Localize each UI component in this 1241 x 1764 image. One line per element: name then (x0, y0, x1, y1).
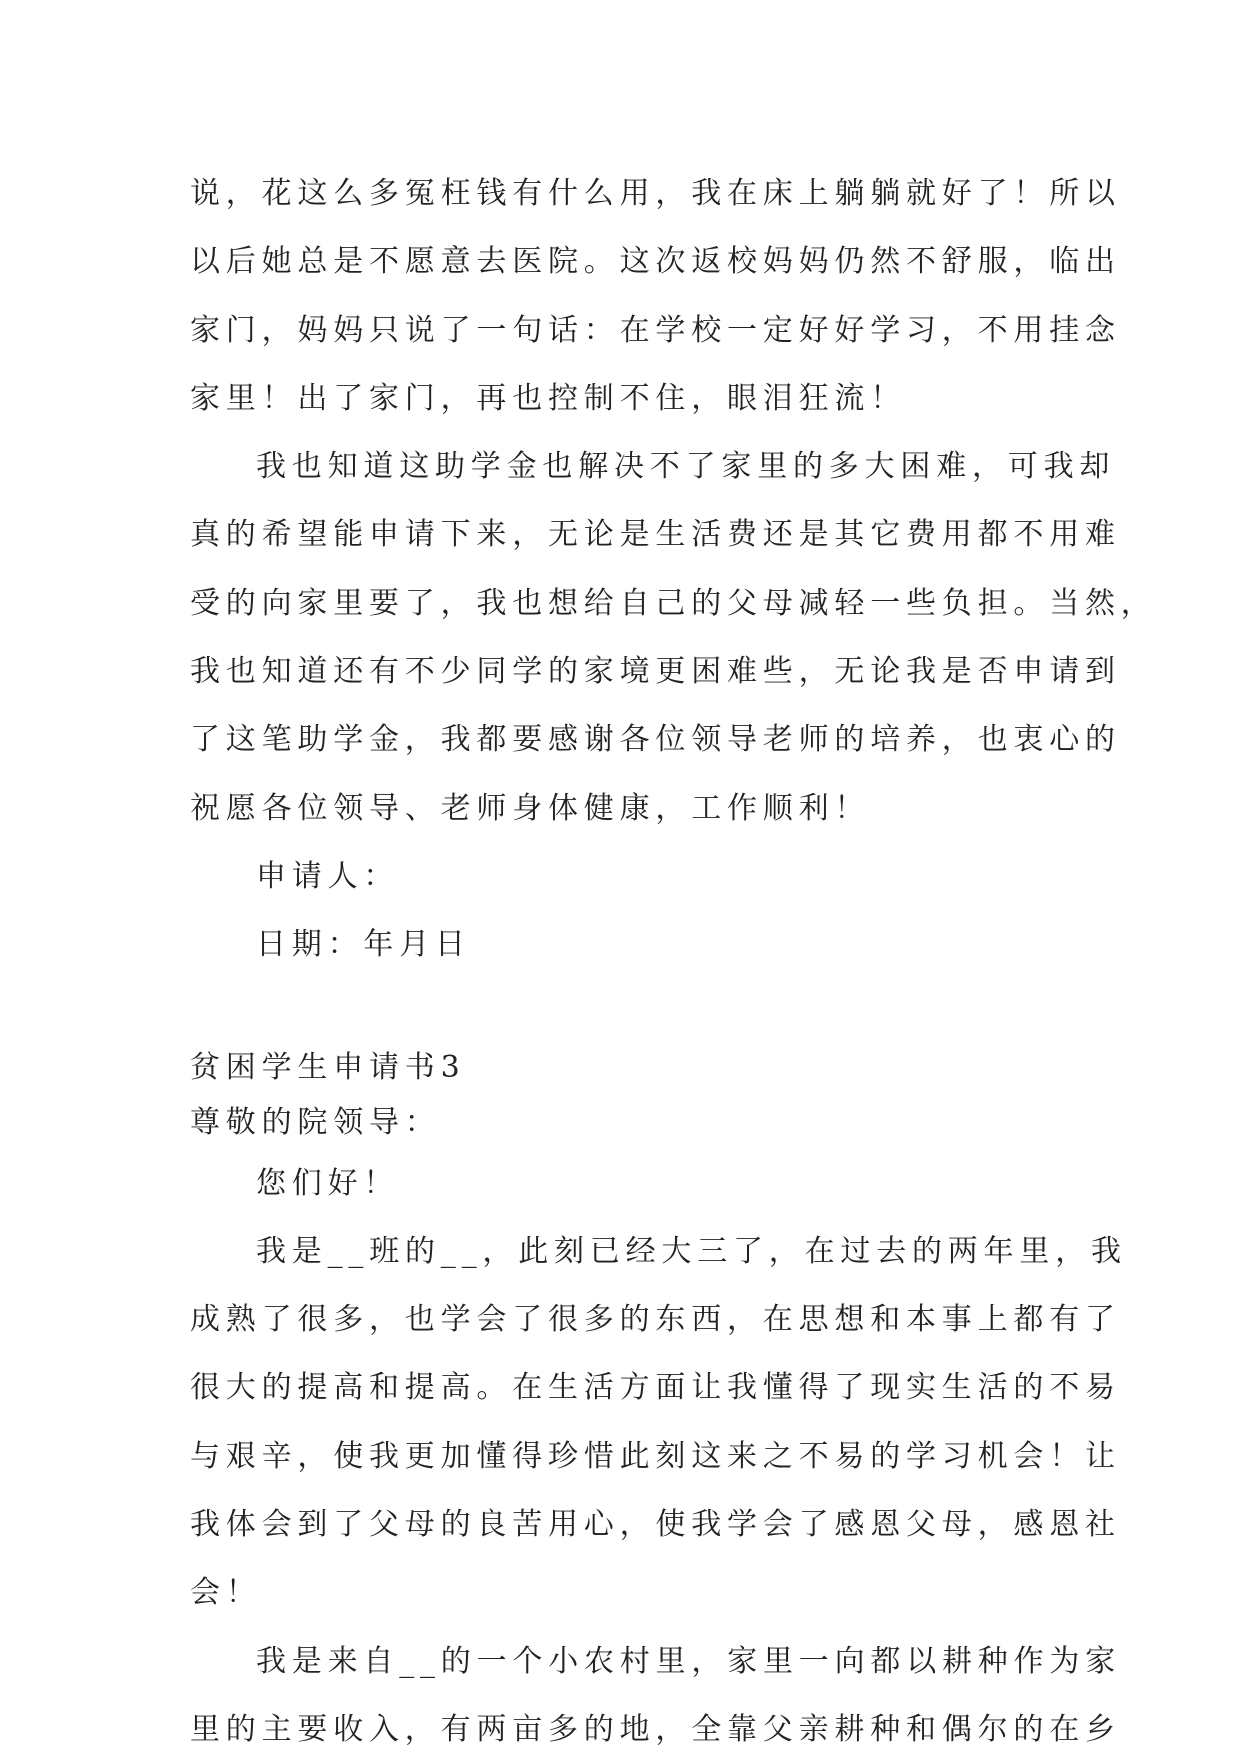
text-line: 成熟了很多，也学会了很多的东西，在思想和本事上都有了 (190, 1302, 1121, 1338)
date-label: 日期：年月日 (256, 927, 471, 963)
paragraph (190, 1628, 1121, 1764)
section-3 (190, 1040, 1127, 1764)
paragraph (190, 160, 1121, 433)
text-line: 会！ (190, 1575, 262, 1611)
text-line: 了这笔助学金，我都要感谢各位领导老师的培养，也衷心的 (190, 722, 1121, 758)
text-line: 里的主要收入，有两亩多的地，全靠父亲耕种和偶尔的在乡 (190, 1711, 1121, 1747)
text-line: 受的向家里要了，我也想给自己的父母减轻一些负担。当然， (190, 585, 1157, 621)
text-line: 说，花这么多冤枉钱有什么用，我在床上躺躺就好了！所以 (190, 176, 1121, 211)
signature-block (190, 843, 1050, 980)
paragraph (190, 1218, 1127, 1628)
text-line: 以后她总是不愿意去医院。这次返校妈妈仍然不舒服，临出 (190, 244, 1121, 280)
text-line: 家门，妈妈只说了一句话：在学校一定好好学习，不用挂念 (190, 312, 1121, 348)
salutation: 尊敬的院领导： (190, 1104, 441, 1140)
paragraph (190, 433, 1157, 843)
greeting: 您们好！ (256, 1165, 400, 1201)
text-line: 很大的提高和提高。在生活方面让我懂得了现实生活的不易 (190, 1370, 1121, 1406)
text-line: 我是__班的__，此刻已经大三了，在过去的两年里，我 (256, 1233, 1127, 1269)
text-line: 我是来自__的一个小农村里，家里一向都以耕种作为家 (256, 1643, 1121, 1679)
text-line: 我体会到了父母的良苦用心，使我学会了感恩父母，感恩社 (190, 1507, 1121, 1543)
applicant-label: 申请人： (256, 858, 400, 894)
section-spacer (190, 980, 1050, 1048)
text-line: 我也知道还有不少同学的家境更困难些，无论我是否申请到 (190, 654, 1121, 690)
document-body (190, 160, 1157, 1764)
text-line: 我也知道这助学金也解决不了家里的多大困难，可我却 (256, 449, 1116, 485)
text-line: 家里！出了家门，再也控制不住，眼泪狂流！ (190, 380, 906, 416)
text-line: 真的希望能申请下来，无论是生活费还是其它费用都不用难 (190, 517, 1121, 553)
text-line: 祝愿各位领导、老师身体健康，工作顺利！ (190, 790, 871, 826)
text-line: 与艰辛，使我更加懂得珍惜此刻这来之不易的学习机会！让 (190, 1438, 1121, 1474)
section-title: 贫困学生申请书3 (190, 1049, 466, 1085)
